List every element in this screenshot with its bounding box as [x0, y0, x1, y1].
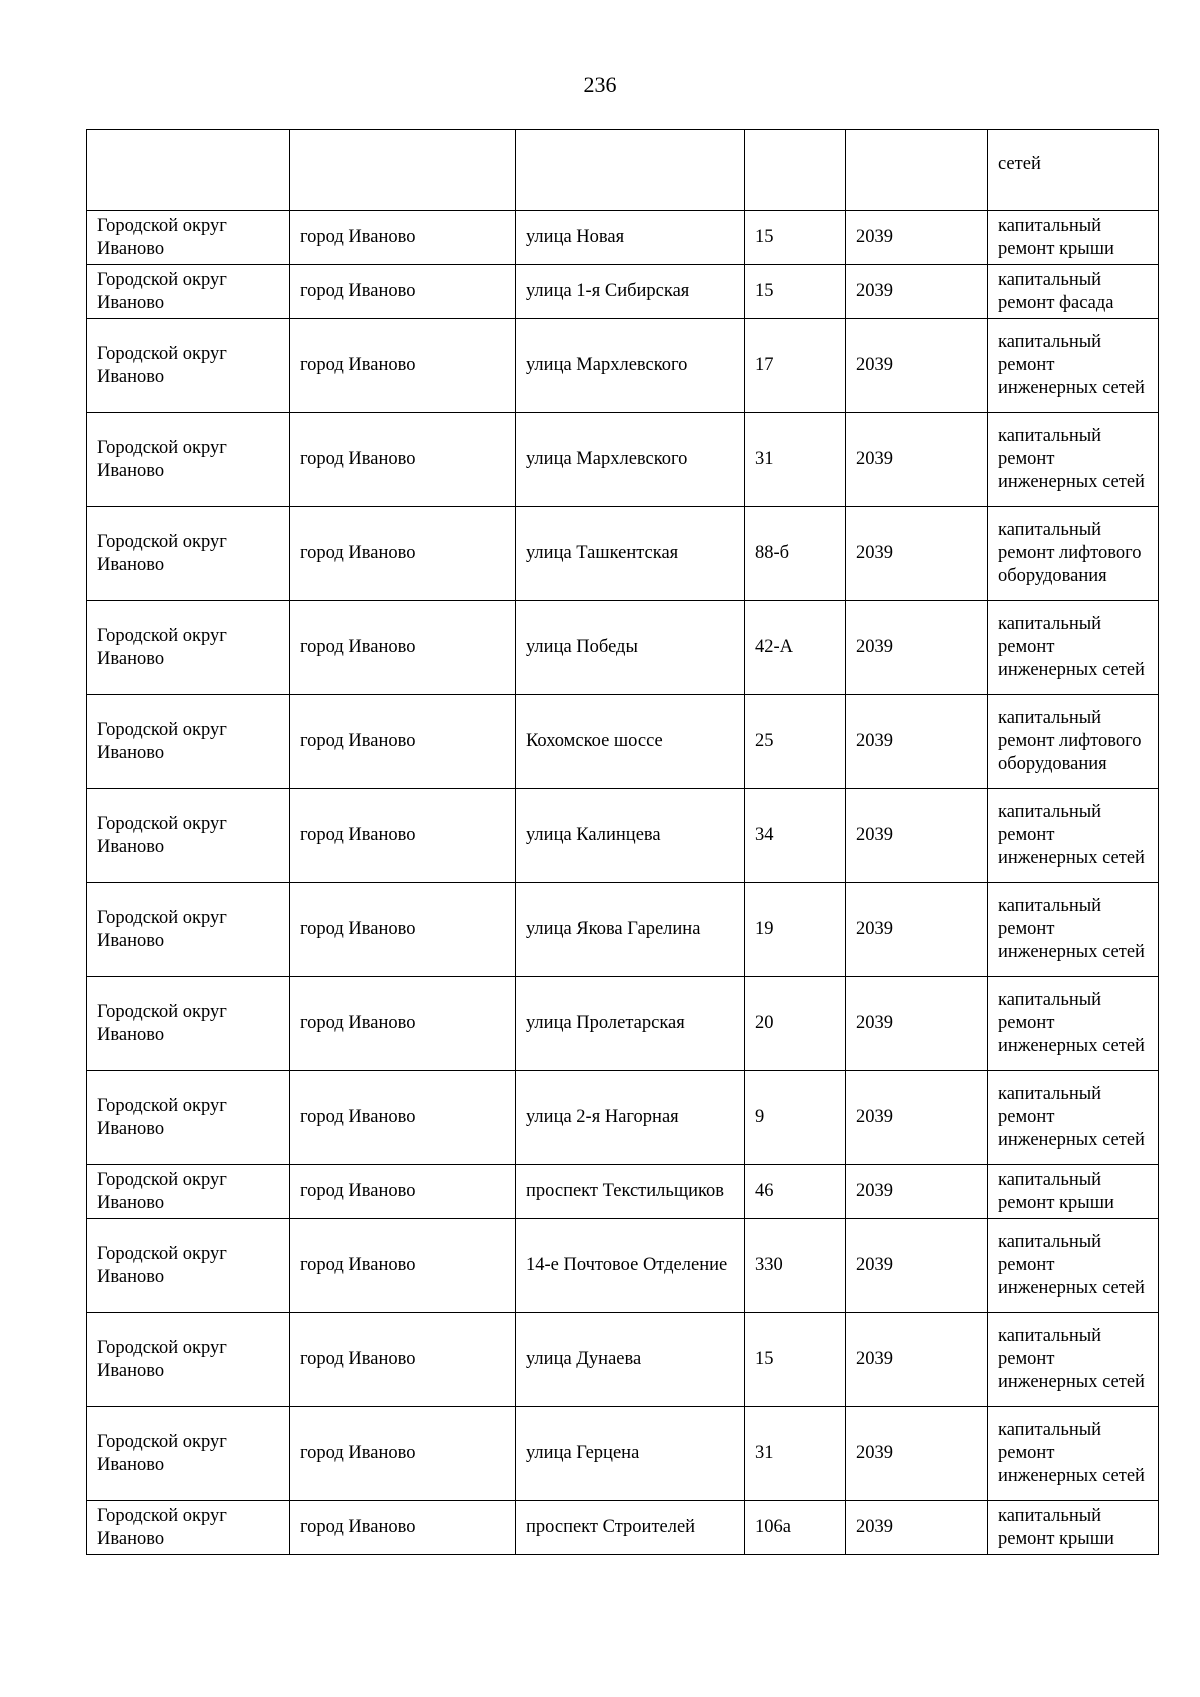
table-row	[87, 1071, 1159, 1165]
settlement-cell: город Иваново	[290, 413, 516, 507]
street-cell	[516, 130, 745, 211]
settlement-cell: город Иваново	[290, 507, 516, 601]
district-cell: Городской округ Иваново	[87, 601, 290, 695]
repair-schedule-table	[86, 129, 1159, 1555]
street-cell: улица Мархлевского	[516, 413, 745, 507]
district-cell: Городской округ Иваново	[87, 507, 290, 601]
work-type-cell: капитальный ремонт фасада	[988, 265, 1159, 319]
year-cell: 2039	[846, 1219, 988, 1313]
work-type-cell: капитальный ремонт инженерных сетей	[988, 1219, 1159, 1313]
street-cell: улица 2-я Нагорная	[516, 1071, 745, 1165]
house-cell: 15	[745, 1313, 846, 1407]
house-cell: 9	[745, 1071, 846, 1165]
settlement-cell: город Иваново	[290, 1501, 516, 1555]
continuation-row	[87, 130, 1159, 211]
year-cell: 2039	[846, 789, 988, 883]
year-cell: 2039	[846, 1501, 988, 1555]
table-row	[87, 1165, 1159, 1219]
street-cell: 14-е Почтовое Отделение	[516, 1219, 745, 1313]
table-row	[87, 1407, 1159, 1501]
settlement-cell: город Иваново	[290, 319, 516, 413]
street-cell: улица Герцена	[516, 1407, 745, 1501]
table-row	[87, 1219, 1159, 1313]
page-number: 236	[583, 72, 617, 97]
year-cell: 2039	[846, 413, 988, 507]
work-type-cell: капитальный ремонт инженерных сетей	[988, 319, 1159, 413]
district-cell: Городской округ Иваново	[87, 977, 290, 1071]
work-type-cell: капитальный ремонт крыши	[988, 1501, 1159, 1555]
house-cell: 106а	[745, 1501, 846, 1555]
district-cell: Городской округ Иваново	[87, 1313, 290, 1407]
table-row	[87, 789, 1159, 883]
table-row	[87, 211, 1159, 265]
year-cell: 2039	[846, 1165, 988, 1219]
house-cell: 31	[745, 1407, 846, 1501]
district-cell: Городской округ Иваново	[87, 1501, 290, 1555]
house-cell: 42-А	[745, 601, 846, 695]
work-type-cell: капитальный ремонт крыши	[988, 1165, 1159, 1219]
street-cell: проспект Текстильщиков	[516, 1165, 745, 1219]
work-type-cell: капитальный ремонт лифтового оборудования	[988, 507, 1159, 601]
house-cell: 15	[745, 211, 846, 265]
settlement-cell: город Иваново	[290, 789, 516, 883]
district-cell: Городской округ Иваново	[87, 1407, 290, 1501]
year-cell	[846, 130, 988, 211]
work-type-cell: капитальный ремонт инженерных сетей	[988, 1071, 1159, 1165]
house-cell: 25	[745, 695, 846, 789]
work-type-cell: капитальный ремонт инженерных сетей	[988, 883, 1159, 977]
street-cell: улица Калинцева	[516, 789, 745, 883]
table-row	[87, 977, 1159, 1071]
district-cell: Городской округ Иваново	[87, 1165, 290, 1219]
settlement-cell: город Иваново	[290, 1313, 516, 1407]
district-cell: Городской округ Иваново	[87, 265, 290, 319]
table-row	[87, 883, 1159, 977]
district-cell: Городской округ Иваново	[87, 211, 290, 265]
settlement-cell: город Иваново	[290, 601, 516, 695]
work-type-cell: сетей	[988, 130, 1159, 211]
street-cell: улица Победы	[516, 601, 745, 695]
settlement-cell: город Иваново	[290, 1219, 516, 1313]
street-cell: Кохомское шоссе	[516, 695, 745, 789]
work-type-cell: капитальный ремонт инженерных сетей	[988, 789, 1159, 883]
settlement-cell: город Иваново	[290, 883, 516, 977]
house-cell: 88-б	[745, 507, 846, 601]
year-cell: 2039	[846, 211, 988, 265]
house-cell: 31	[745, 413, 846, 507]
table-row	[87, 265, 1159, 319]
house-cell: 330	[745, 1219, 846, 1313]
house-cell	[745, 130, 846, 211]
work-type-cell: капитальный ремонт инженерных сетей	[988, 1313, 1159, 1407]
year-cell: 2039	[846, 507, 988, 601]
settlement-cell: город Иваново	[290, 1407, 516, 1501]
street-cell: улица Пролетарская	[516, 977, 745, 1071]
table-row	[87, 507, 1159, 601]
work-type-cell: капитальный ремонт крыши	[988, 211, 1159, 265]
work-type-cell: капитальный ремонт инженерных сетей	[988, 601, 1159, 695]
settlement-cell: город Иваново	[290, 1071, 516, 1165]
house-cell: 46	[745, 1165, 846, 1219]
street-cell: улица Ташкентская	[516, 507, 745, 601]
street-cell: улица Якова Гарелина	[516, 883, 745, 977]
settlement-cell: город Иваново	[290, 211, 516, 265]
settlement-cell	[290, 130, 516, 211]
year-cell: 2039	[846, 883, 988, 977]
year-cell: 2039	[846, 1313, 988, 1407]
house-cell: 34	[745, 789, 846, 883]
table-row	[87, 319, 1159, 413]
table-row	[87, 601, 1159, 695]
district-cell: Городской округ Иваново	[87, 319, 290, 413]
table-row	[87, 695, 1159, 789]
year-cell: 2039	[846, 695, 988, 789]
settlement-cell: город Иваново	[290, 977, 516, 1071]
district-cell	[87, 130, 290, 211]
district-cell: Городской округ Иваново	[87, 789, 290, 883]
year-cell: 2039	[846, 1407, 988, 1501]
table-body	[87, 130, 1159, 1555]
work-type-cell: капитальный ремонт инженерных сетей	[988, 1407, 1159, 1501]
settlement-cell: город Иваново	[290, 265, 516, 319]
district-cell: Городской округ Иваново	[87, 883, 290, 977]
street-cell: улица Дунаева	[516, 1313, 745, 1407]
year-cell: 2039	[846, 319, 988, 413]
table-row	[87, 413, 1159, 507]
work-type-cell: капитальный ремонт инженерных сетей	[988, 413, 1159, 507]
street-cell: проспект Строителей	[516, 1501, 745, 1555]
settlement-cell: город Иваново	[290, 1165, 516, 1219]
house-cell: 15	[745, 265, 846, 319]
house-cell: 19	[745, 883, 846, 977]
street-cell: улица 1-я Сибирская	[516, 265, 745, 319]
district-cell: Городской округ Иваново	[87, 413, 290, 507]
street-cell: улица Новая	[516, 211, 745, 265]
district-cell: Городской округ Иваново	[87, 695, 290, 789]
year-cell: 2039	[846, 977, 988, 1071]
settlement-cell: город Иваново	[290, 695, 516, 789]
year-cell: 2039	[846, 1071, 988, 1165]
work-type-cell: капитальный ремонт лифтового оборудования	[988, 695, 1159, 789]
house-cell: 20	[745, 977, 846, 1071]
year-cell: 2039	[846, 265, 988, 319]
table-row	[87, 1501, 1159, 1555]
work-type-cell: капитальный ремонт инженерных сетей	[988, 977, 1159, 1071]
year-cell: 2039	[846, 601, 988, 695]
street-cell: улица Мархлевского	[516, 319, 745, 413]
house-cell: 17	[745, 319, 846, 413]
district-cell: Городской округ Иваново	[87, 1219, 290, 1313]
district-cell: Городской округ Иваново	[87, 1071, 290, 1165]
table-row	[87, 1313, 1159, 1407]
